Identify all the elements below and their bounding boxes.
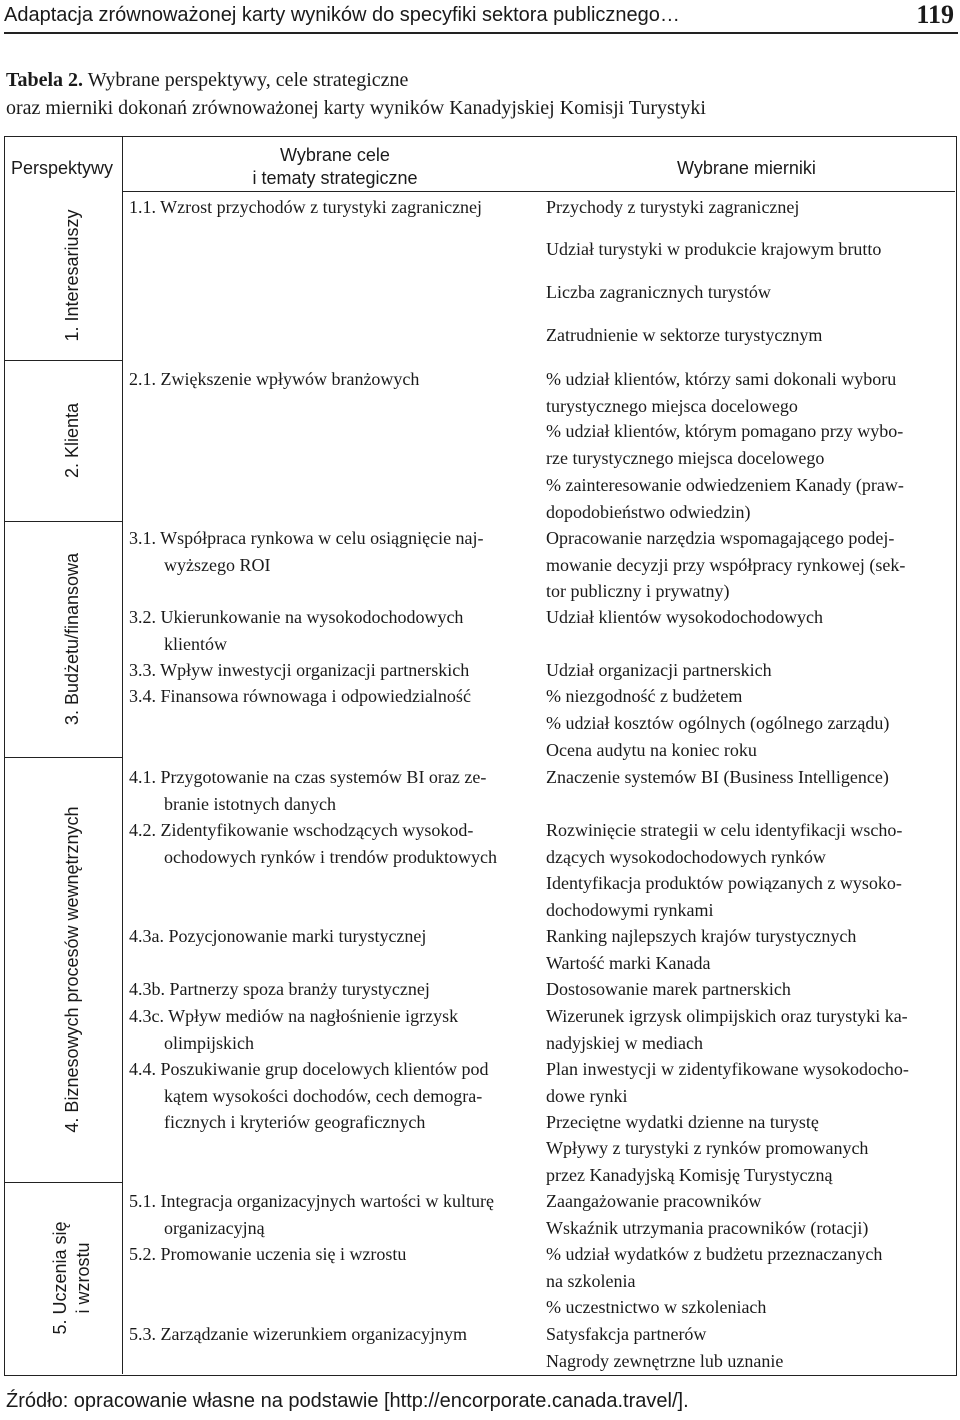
measure-item-line: Dostosowanie marek partnerskich [546, 979, 791, 999]
measure-item-line: tor publiczny i prywatny) [546, 581, 730, 601]
measure-item-line: Identyfikacja produktów powiązanych z wysoko- [546, 873, 902, 893]
measure-item [546, 976, 791, 1003]
goal-item-line: 4.1. Przygotowanie na czas systemów BI oraz ze- [129, 767, 487, 787]
measure-item-line: dochodowymi rynkami [546, 899, 714, 920]
measure-item [546, 1294, 766, 1321]
measure-item-line: nadyjskiej w mediach [546, 1032, 703, 1053]
measure-item-line: % uczestnictwo w szkoleniach [546, 1297, 767, 1317]
goal-item [129, 683, 471, 710]
measure-item-line: Przychody z turystyki zagranicznej [546, 197, 800, 217]
measure-item-line: Plan inwestycji w zidentyfikowane wysokodocho- [546, 1059, 909, 1079]
goal-item-line: 5.2. Promowanie uczenia się i wzrostu [129, 1244, 407, 1264]
measure-item-line: Udział organizacji partnerskich [546, 660, 772, 680]
goal-item-line: 4.3a. Pozycjonowanie marki turystycznej [129, 926, 427, 946]
measure-item [546, 923, 856, 950]
goal-item [129, 1321, 467, 1348]
measure-item-line: Ocena audytu na koniec roku [546, 740, 757, 760]
measure-item [546, 1188, 761, 1215]
goal-item-line: 5.1. Integracja organizacyjnych wartości w kulturę [129, 1191, 495, 1211]
measure-item-line: % udział kosztów ogólnych (ogólnego zarządu) [546, 713, 890, 733]
measure-item [546, 657, 772, 684]
header-goals-line-2: i tematy strategiczne [252, 168, 418, 188]
goal-item-line: 3.4. Finansowa równowaga i odpowiedzialność [129, 686, 471, 706]
measure-item-line: Satysfakcja partnerów [546, 1324, 707, 1344]
measure-item-line: Zatrudnienie w sektorze turystycznym [546, 325, 823, 345]
measure-item [546, 1241, 882, 1294]
perspective-label-line-1: 3. Budżetu/finansowa [62, 552, 82, 726]
goal-item-line: kątem wysokości dochodów, cech demogra- [164, 1085, 483, 1106]
perspective-label-line-1: 1. Interesariuszy [62, 209, 82, 342]
goal-item-line: olimpijskich [164, 1032, 254, 1053]
page-number: 119 [916, 0, 954, 29]
perspective-label-line-1: 5. Uczenia się [50, 1221, 70, 1335]
data-table [4, 136, 957, 1376]
measure-item-line: Ranking najlepszych krajów turystycznych [546, 926, 857, 946]
perspective-label [61, 757, 84, 1182]
measure-item [546, 525, 905, 605]
measure-item [546, 737, 757, 764]
goal-item-line: 1.1. Wzrost przychodów z turystyki zagranicznej [129, 197, 483, 217]
header-perspectives: Perspektywy [11, 158, 114, 178]
table-label: Tabela 2. [6, 69, 84, 91]
measure-item [546, 604, 823, 631]
measure-item [546, 279, 771, 306]
measure-item-line: Wizerunek igrzysk olimpijskich oraz turystyki ka- [546, 1006, 908, 1026]
perspective-label [61, 521, 84, 757]
measure-item-line: % udział klientów, którym pomagano przy wybo- [546, 421, 904, 441]
measure-item-line: turystycznego miejsca docelowego [546, 395, 798, 416]
header-measures: Wybrane mierniki [677, 158, 816, 178]
goal-item [129, 1188, 494, 1241]
measure-item [546, 1321, 706, 1348]
measure-item [546, 322, 822, 349]
measure-item-line: Wpływy z turystyki z rynków promowanych [546, 1138, 869, 1158]
goal-item-line: ficznych i kryteriów geograficznych [164, 1112, 426, 1132]
measure-item [546, 418, 903, 471]
goal-item-line: 4.3b. Partnerzy spoza branży turystycznej [129, 979, 430, 999]
column-divider [122, 137, 123, 1374]
measure-item-line: Opracowanie narzędzia wspomagającego podej- [546, 528, 895, 548]
measure-item-line: dopodobieństwo odwiedzin) [546, 501, 751, 522]
measure-item-line: % niezgodność z budżetem [546, 686, 743, 706]
caption-line-2: oraz mierniki dokonań zrównoważonej karty wyników Kanadyjskiej Komisji Turystyki [6, 97, 706, 119]
measure-item-line: Wskaźnik utrzymania pracowników (rotacji) [546, 1218, 869, 1238]
measure-item-line: Przeciętne wydatki dzienne na turystę [546, 1112, 819, 1132]
measure-item-line: Znaczenie systemów BI (Business Intelligence) [546, 767, 889, 787]
measure-item-line: % udział wydatków z budżetu przeznaczanych [546, 1244, 883, 1264]
measure-item-line: Udział turystyki w produkcie krajowym brutto [546, 239, 882, 259]
goal-item [129, 976, 430, 1003]
measure-item-line: Nagrody zewnętrzne lub uznanie [546, 1351, 784, 1371]
measure-item-line: % udział klientów, którzy sami dokonali wyboru [546, 369, 897, 389]
perspective-label [61, 191, 84, 360]
goal-item [129, 366, 419, 393]
goal-item [129, 923, 426, 950]
measure-item [546, 950, 710, 977]
goal-item-line: 2.1. Zwiększenie wpływów branżowych [129, 369, 420, 389]
header-goals [230, 144, 440, 190]
header-goals-line-1: Wybrane cele [280, 145, 390, 165]
goal-item [129, 817, 497, 870]
measure-item [546, 710, 889, 737]
measure-item [546, 817, 902, 870]
measure-item [546, 194, 799, 221]
measure-item [546, 764, 889, 791]
source-note: Źródło: opracowanie własne na podstawie [http://encorporate.canada.travel/]. [6, 1390, 689, 1412]
goal-item-line: klientów [164, 633, 227, 654]
measure-item-line: Udział klientów wysokodochodowych [546, 607, 823, 627]
goal-item [129, 194, 482, 221]
measure-item [546, 870, 902, 923]
goal-item-line: 3.2. Ukierunkowanie na wysokodochodowych [129, 607, 464, 627]
measure-item-line: dowe rynki [546, 1085, 628, 1106]
goal-item [129, 1056, 488, 1136]
goal-item-line: wyższego ROI [164, 554, 271, 575]
goal-item [129, 604, 463, 657]
measure-item-line: % zainteresowanie odwiedzeniem Kanady (praw- [546, 475, 904, 495]
measure-item [546, 683, 742, 710]
measure-item [546, 1348, 783, 1375]
running-head-title: Adaptacja zrównoważonej karty wyników do specyfiki sektora publicznego… [4, 4, 680, 26]
measure-item [546, 1056, 909, 1109]
goal-item [129, 525, 484, 578]
measure-item [546, 1215, 868, 1242]
measure-item [546, 1109, 819, 1136]
goal-item-line: ochodowych rynków i trendów produktowych [164, 846, 497, 867]
goal-item-line: 4.3c. Wpływ mediów na nagłośnienie igrzysk [129, 1006, 459, 1026]
goal-item-line: 5.3. Zarządzanie wizerunkiem organizacyjnym [129, 1324, 468, 1344]
goal-item-line: 4.2. Zidentyfikowanie wschodzących wysokod- [129, 820, 474, 840]
perspective-label-line-2: i wzrostu [73, 1242, 93, 1314]
goal-item [129, 1241, 406, 1268]
measure-item-line: przez Kanadyjską Komisję Turystyczną [546, 1164, 833, 1185]
measure-item-line: Zaangażowanie pracowników [546, 1191, 762, 1211]
caption-line-1: Wybrane perspektywy, cele strategiczne [83, 69, 409, 91]
measure-item [546, 366, 896, 419]
measure-item-line: rze turystycznego miejsca docelowego [546, 447, 825, 468]
perspective-label [61, 360, 84, 521]
row-divider [122, 191, 955, 192]
goal-item-line: organizacyjną [164, 1217, 265, 1238]
perspective-label-line-1: 4. Biznesowych procesów wewnętrznych [62, 806, 82, 1133]
measure-item-line: na szkolenia [546, 1270, 636, 1291]
measure-item [546, 1003, 908, 1056]
measure-item-line: Wartość marki Kanada [546, 953, 711, 973]
measure-item-line: Liczba zagranicznych turystów [546, 282, 771, 302]
goal-item-line: 3.3. Wpływ inwestycji organizacji partnerskich [129, 660, 470, 680]
table-caption [6, 66, 946, 122]
goal-item [129, 1003, 458, 1056]
measure-item [546, 1135, 868, 1188]
measure-item [546, 472, 904, 525]
measure-item-line: mowanie decyzji przy współpracy rynkowej (sek- [546, 554, 906, 575]
goal-item-line: 3.1. Współpraca rynkowa w celu osiągnięcie naj- [129, 528, 484, 548]
goal-item-line: branie istotnych danych [164, 793, 336, 814]
measure-item-line: dzących wysokodochodowych rynków [546, 846, 826, 867]
perspective-label [49, 1182, 95, 1374]
running-head [4, 0, 958, 34]
goal-item [129, 764, 486, 817]
goal-item-line: 4.4. Poszukiwanie grup docelowych klientów pod [129, 1059, 489, 1079]
measure-item [546, 236, 881, 263]
measure-item-line: Rozwinięcie strategii w celu identyfikacji wscho- [546, 820, 903, 840]
perspective-label-line-1: 2. Klienta [62, 402, 82, 479]
goal-item [129, 657, 469, 684]
